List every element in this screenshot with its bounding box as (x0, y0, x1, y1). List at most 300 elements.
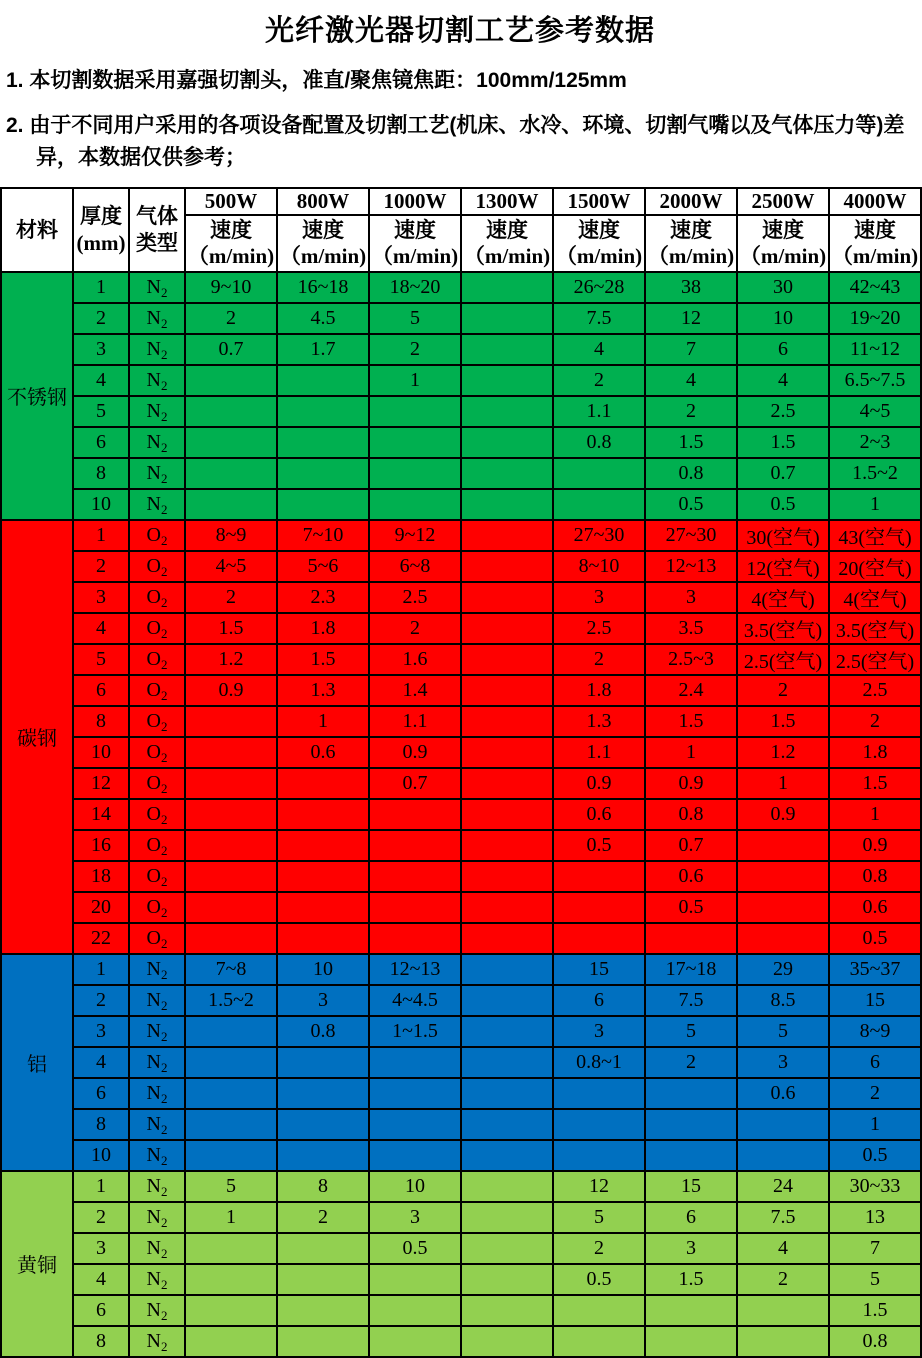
speed-cell: 2.5(空气) (737, 644, 829, 675)
speed-cell: 3 (553, 1016, 645, 1047)
gas-cell (129, 1202, 185, 1233)
speed-cell: 0.8 (645, 799, 737, 830)
gas-subscript: 2 (160, 904, 168, 920)
speed-cell (277, 1233, 369, 1264)
data-row (1, 489, 921, 520)
gas-cell (129, 892, 185, 923)
speed-cell: 2 (553, 1233, 645, 1264)
speed-cell (369, 1264, 461, 1295)
speed-cell: 1 (185, 1202, 277, 1233)
gas-symbol: N (146, 492, 161, 515)
speed-cell: 1.8 (277, 613, 369, 644)
speed-cell (461, 644, 553, 675)
data-row (1, 1171, 921, 1202)
speed-cell: 1.4 (369, 675, 461, 706)
speed-cell: 4 (553, 334, 645, 365)
speed-cell (737, 923, 829, 954)
speed-cell: 2 (829, 706, 921, 737)
speed-cell (461, 861, 553, 892)
gas-subscript: 2 (160, 1090, 168, 1106)
gas-subscript: 2 (160, 346, 168, 362)
gas-symbol: O (146, 895, 161, 918)
gas-cell (129, 954, 185, 985)
header-power-1500W: 1500W (553, 188, 645, 215)
speed-cell (185, 458, 277, 489)
data-row (1, 1109, 921, 1140)
speed-cell: 0.6 (277, 737, 369, 768)
speed-cell: 6 (737, 334, 829, 365)
thickness-cell: 3 (73, 1233, 129, 1264)
speed-cell (461, 923, 553, 954)
gas-subscript: 2 (160, 439, 168, 455)
speed-cell: 2 (185, 582, 277, 613)
speed-cell (645, 923, 737, 954)
data-row (1, 1016, 921, 1047)
thickness-cell: 14 (73, 799, 129, 830)
speed-cell: 6 (553, 985, 645, 1016)
gas-subscript: 2 (160, 594, 168, 610)
speed-cell (277, 427, 369, 458)
speed-cell (185, 1016, 277, 1047)
speed-cell: 0.9 (369, 737, 461, 768)
speed-cell (369, 1109, 461, 1140)
speed-cell (461, 1326, 553, 1357)
header-row-power (1, 188, 921, 215)
gas-symbol: N (146, 461, 161, 484)
speed-cell (277, 1326, 369, 1357)
data-row (1, 1295, 921, 1326)
speed-cell: 4(空气) (737, 582, 829, 613)
header-power-4000W: 4000W (829, 188, 921, 215)
speed-cell: 3 (737, 1047, 829, 1078)
speed-cell: 35~37 (829, 954, 921, 985)
speed-cell (185, 1109, 277, 1140)
gas-cell (129, 334, 185, 365)
speed-cell (645, 1109, 737, 1140)
gas-subscript: 2 (160, 284, 168, 300)
data-row (1, 954, 921, 985)
speed-cell: 1 (829, 1109, 921, 1140)
gas-cell (129, 458, 185, 489)
speed-cell: 29 (737, 954, 829, 985)
gas-cell (129, 768, 185, 799)
speed-cell (461, 1171, 553, 1202)
speed-cell: 12 (553, 1171, 645, 1202)
speed-cell: 2 (553, 644, 645, 675)
speed-cell: 4~4.5 (369, 985, 461, 1016)
speed-cell: 10 (369, 1171, 461, 1202)
thickness-cell: 4 (73, 1264, 129, 1295)
gas-symbol: N (146, 1112, 161, 1135)
header-speed-500W (185, 215, 277, 272)
speed-cell: 1.5~2 (185, 985, 277, 1016)
thickness-cell: 4 (73, 1047, 129, 1078)
gas-subscript: 2 (160, 780, 168, 796)
speed-cell: 15 (645, 1171, 737, 1202)
thickness-cell: 18 (73, 861, 129, 892)
gas-cell (129, 1109, 185, 1140)
speed-cell: 5~6 (277, 551, 369, 582)
speed-cell: 2.3 (277, 582, 369, 613)
speed-cell: 16~18 (277, 272, 369, 303)
gas-cell (129, 706, 185, 737)
gas-subscript: 2 (160, 811, 168, 827)
thickness-cell: 10 (73, 737, 129, 768)
speed-cell (737, 830, 829, 861)
gas-subscript: 2 (160, 1152, 168, 1168)
gas-symbol: O (146, 802, 161, 825)
speed-cell: 2.5 (829, 675, 921, 706)
gas-symbol: N (146, 957, 161, 980)
speed-cell: 1.6 (369, 644, 461, 675)
speed-cell (461, 768, 553, 799)
gas-symbol: N (146, 430, 161, 453)
data-row (1, 1047, 921, 1078)
header-material: 材料 (1, 188, 73, 272)
speed-cell (461, 706, 553, 737)
speed-cell: 3 (277, 985, 369, 1016)
notes (0, 65, 920, 175)
speed-cell (369, 830, 461, 861)
speed-cell (461, 334, 553, 365)
gas-subscript: 2 (160, 873, 168, 889)
thickness-cell: 6 (73, 675, 129, 706)
speed-cell: 7.5 (737, 1202, 829, 1233)
thickness-cell: 1 (73, 1171, 129, 1202)
speed-cell (277, 1078, 369, 1109)
speed-label: 速度 (762, 217, 804, 242)
gas-symbol: N (146, 1267, 161, 1290)
speed-cell: 2.5 (369, 582, 461, 613)
header-gas-line1: 气体 (136, 204, 178, 229)
speed-cell: 4(空气) (829, 582, 921, 613)
thickness-cell: 3 (73, 1016, 129, 1047)
speed-cell (553, 892, 645, 923)
gas-symbol: N (146, 988, 161, 1011)
data-row (1, 458, 921, 489)
speed-cell (737, 1140, 829, 1171)
gas-cell (129, 1140, 185, 1171)
speed-cell: 1.1 (369, 706, 461, 737)
speed-cell: 2.5~3 (645, 644, 737, 675)
speed-cell (185, 1295, 277, 1326)
header-power-500W: 500W (185, 188, 277, 215)
speed-label: 速度 (210, 217, 252, 242)
speed-cell: 8.5 (737, 985, 829, 1016)
header-power-800W: 800W (277, 188, 369, 215)
gas-subscript: 2 (160, 532, 168, 548)
speed-cell: 2 (553, 365, 645, 396)
speed-cell: 1 (737, 768, 829, 799)
gas-cell (129, 613, 185, 644)
gas-subscript: 2 (160, 625, 168, 641)
speed-cell: 2~3 (829, 427, 921, 458)
gas-symbol: N (146, 306, 161, 329)
thickness-cell: 5 (73, 644, 129, 675)
speed-cell (369, 799, 461, 830)
speed-cell: 5 (829, 1264, 921, 1295)
speed-cell (553, 458, 645, 489)
gas-cell (129, 396, 185, 427)
speed-unit: （m/min) (371, 244, 459, 269)
speed-cell: 10 (737, 303, 829, 334)
speed-cell: 0.5 (369, 1233, 461, 1264)
speed-cell (185, 768, 277, 799)
speed-cell: 1.5 (645, 706, 737, 737)
speed-cell: 0.7 (737, 458, 829, 489)
data-row (1, 830, 921, 861)
gas-subscript: 2 (160, 687, 168, 703)
gas-cell (129, 1078, 185, 1109)
gas-cell (129, 675, 185, 706)
speed-cell: 20(空气) (829, 551, 921, 582)
header-speed-4000W (829, 215, 921, 272)
speed-cell: 0.5 (553, 1264, 645, 1295)
gas-symbol: O (146, 833, 161, 856)
speed-cell: 18~20 (369, 272, 461, 303)
thickness-cell: 1 (73, 954, 129, 985)
thickness-cell: 2 (73, 1202, 129, 1233)
speed-cell: 0.7 (645, 830, 737, 861)
speed-cell: 26~28 (553, 272, 645, 303)
speed-cell: 4~5 (185, 551, 277, 582)
header-power-2000W: 2000W (645, 188, 737, 215)
data-row (1, 1140, 921, 1171)
speed-cell: 3 (645, 1233, 737, 1264)
header-power-1000W: 1000W (369, 188, 461, 215)
speed-cell (277, 489, 369, 520)
speed-cell (553, 1326, 645, 1357)
data-row (1, 1202, 921, 1233)
speed-cell (461, 1140, 553, 1171)
speed-cell (369, 396, 461, 427)
speed-cell: 3 (645, 582, 737, 613)
speed-cell (461, 1109, 553, 1140)
speed-cell (553, 1109, 645, 1140)
speed-cell (185, 1264, 277, 1295)
speed-cell (737, 892, 829, 923)
gas-symbol: O (146, 647, 161, 670)
speed-cell: 1.5 (829, 1295, 921, 1326)
speed-cell: 24 (737, 1171, 829, 1202)
thickness-cell: 10 (73, 1140, 129, 1171)
speed-cell: 1.5 (185, 613, 277, 644)
speed-cell (553, 1140, 645, 1171)
speed-cell (369, 1078, 461, 1109)
speed-cell (461, 1264, 553, 1295)
speed-cell (461, 892, 553, 923)
data-row (1, 613, 921, 644)
speed-cell: 2 (369, 613, 461, 644)
gas-cell (129, 303, 185, 334)
gas-subscript: 2 (160, 1338, 168, 1354)
speed-cell: 9~12 (369, 520, 461, 551)
speed-cell: 0.6 (737, 1078, 829, 1109)
speed-cell: 42~43 (829, 272, 921, 303)
note-1: 1. 本切割数据采用嘉强切割头，准直/聚焦镜焦距：100mm/125mm (6, 69, 627, 92)
gas-symbol: N (146, 399, 161, 422)
speed-cell: 3.5(空气) (737, 613, 829, 644)
speed-cell: 7.5 (645, 985, 737, 1016)
gas-symbol: O (146, 616, 161, 639)
speed-cell (461, 1202, 553, 1233)
speed-cell: 7~10 (277, 520, 369, 551)
speed-cell (369, 861, 461, 892)
speed-cell: 7.5 (553, 303, 645, 334)
thickness-cell: 10 (73, 489, 129, 520)
speed-cell: 1.8 (553, 675, 645, 706)
gas-subscript: 2 (160, 1059, 168, 1075)
header-speed-1000W (369, 215, 461, 272)
speed-cell (277, 768, 369, 799)
speed-label: 速度 (394, 217, 436, 242)
speed-cell (461, 489, 553, 520)
thickness-cell: 6 (73, 427, 129, 458)
speed-unit: （m/min) (555, 244, 643, 269)
speed-cell (185, 1078, 277, 1109)
speed-cell (737, 1295, 829, 1326)
speed-cell: 1.7 (277, 334, 369, 365)
gas-symbol: N (146, 1298, 161, 1321)
gas-cell (129, 427, 185, 458)
speed-cell (461, 365, 553, 396)
speed-cell: 38 (645, 272, 737, 303)
speed-cell (277, 458, 369, 489)
speed-cell (737, 1326, 829, 1357)
gas-subscript: 2 (160, 1214, 168, 1230)
speed-cell: 0.5 (737, 489, 829, 520)
speed-cell: 2.5 (737, 396, 829, 427)
speed-cell: 0.7 (369, 768, 461, 799)
speed-cell: 12(空气) (737, 551, 829, 582)
speed-cell (461, 396, 553, 427)
speed-cell: 2 (645, 1047, 737, 1078)
speed-cell: 2.4 (645, 675, 737, 706)
material-cell: 黄铜 (1, 1171, 73, 1357)
thickness-cell: 1 (73, 520, 129, 551)
gas-symbol: N (146, 337, 161, 360)
gas-symbol: N (146, 1329, 161, 1352)
speed-cell: 0.8~1 (553, 1047, 645, 1078)
speed-cell: 8 (277, 1171, 369, 1202)
thickness-cell: 8 (73, 1109, 129, 1140)
speed-cell: 1.1 (553, 737, 645, 768)
gas-symbol: N (146, 1143, 161, 1166)
thickness-cell: 6 (73, 1078, 129, 1109)
page-title: 光纤激光器切割工艺参考数据 (264, 15, 655, 47)
header-speed-1300W (461, 215, 553, 272)
speed-cell: 5 (737, 1016, 829, 1047)
thickness-cell: 2 (73, 551, 129, 582)
speed-cell (277, 396, 369, 427)
speed-label: 速度 (670, 217, 712, 242)
data-row (1, 1078, 921, 1109)
gas-cell (129, 1233, 185, 1264)
thickness-cell: 22 (73, 923, 129, 954)
speed-cell (277, 1109, 369, 1140)
speed-cell: 12~13 (645, 551, 737, 582)
speed-cell: 27~30 (553, 520, 645, 551)
gas-symbol: N (146, 1205, 161, 1228)
gas-symbol: O (146, 771, 161, 794)
speed-cell: 1.2 (737, 737, 829, 768)
header-thickness-line1: 厚度 (80, 204, 122, 229)
speed-cell (277, 923, 369, 954)
speed-cell (185, 923, 277, 954)
speed-cell: 3.5(空气) (829, 613, 921, 644)
gas-cell (129, 551, 185, 582)
gas-cell (129, 737, 185, 768)
header-gas-type (129, 188, 185, 272)
speed-cell: 1 (829, 799, 921, 830)
gas-subscript: 2 (160, 1183, 168, 1199)
header-thickness-line2: (mm) (76, 230, 126, 255)
data-row (1, 706, 921, 737)
speed-cell: 1.2 (185, 644, 277, 675)
gas-cell (129, 520, 185, 551)
speed-cell (185, 396, 277, 427)
speed-cell (553, 1295, 645, 1326)
speed-cell: 5 (645, 1016, 737, 1047)
data-row (1, 334, 921, 365)
speed-cell: 8~10 (553, 551, 645, 582)
data-row (1, 644, 921, 675)
speed-cell (277, 892, 369, 923)
speed-cell: 30(空气) (737, 520, 829, 551)
speed-cell: 1 (369, 365, 461, 396)
speed-cell (645, 1295, 737, 1326)
gas-symbol: O (146, 678, 161, 701)
speed-cell: 0.9 (829, 830, 921, 861)
gas-cell (129, 861, 185, 892)
speed-label: 速度 (854, 217, 896, 242)
gas-subscript: 2 (160, 377, 168, 393)
gas-cell (129, 923, 185, 954)
data-row (1, 1326, 921, 1357)
speed-cell (369, 1326, 461, 1357)
speed-cell: 5 (185, 1171, 277, 1202)
speed-cell (461, 303, 553, 334)
speed-cell: 0.8 (553, 427, 645, 458)
speed-cell (185, 892, 277, 923)
speed-cell: 1 (829, 489, 921, 520)
speed-cell: 6~8 (369, 551, 461, 582)
speed-cell (369, 489, 461, 520)
speed-cell (185, 799, 277, 830)
gas-symbol: N (146, 1174, 161, 1197)
speed-cell: 2.5 (553, 613, 645, 644)
data-row (1, 520, 921, 551)
speed-cell: 0.9 (553, 768, 645, 799)
speed-cell: 3 (553, 582, 645, 613)
gas-cell (129, 1171, 185, 1202)
speed-cell: 1 (645, 737, 737, 768)
speed-cell: 1.5 (737, 706, 829, 737)
gas-symbol: O (146, 740, 161, 763)
gas-subscript: 2 (160, 997, 168, 1013)
header-speed-2000W (645, 215, 737, 272)
speed-label: 速度 (486, 217, 528, 242)
data-row (1, 1264, 921, 1295)
speed-cell: 6.5~7.5 (829, 365, 921, 396)
material-cell: 铝 (1, 954, 73, 1171)
speed-cell (461, 427, 553, 458)
speed-cell (461, 551, 553, 582)
speed-cell (369, 458, 461, 489)
gas-subscript: 2 (160, 408, 168, 424)
speed-cell (461, 1078, 553, 1109)
speed-cell (277, 861, 369, 892)
